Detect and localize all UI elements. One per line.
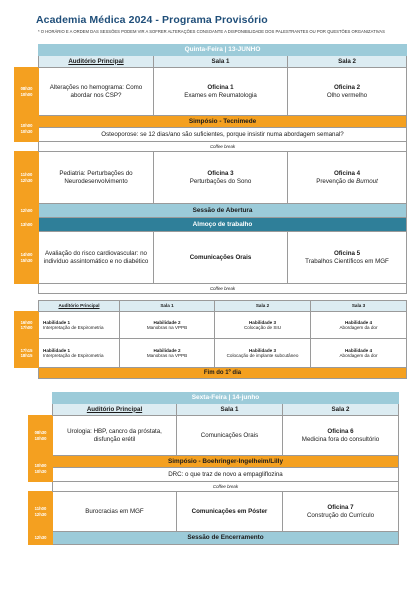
workshop-6: Oficina 6 Medicina fora do consultório <box>283 416 399 456</box>
room-sala-2: Sala 2 <box>288 56 407 68</box>
day2-schedule-table <box>28 392 399 545</box>
workshop-4: Oficina 4 Prevenção de Burnout <box>288 152 407 204</box>
day2-time-slot-2: 10h00 10h30 <box>29 456 53 482</box>
day2-room-sala-1: Sala 1 <box>177 404 283 416</box>
session-burocracias: Burocracias em MGF <box>53 492 177 532</box>
subroom-sala-3: Sala 3 <box>311 301 407 312</box>
skill-4-dor-repeat: Habilidade 4 Abordagem da dor <box>311 339 407 368</box>
skill-4-dor: Habilidade 4 Abordagem da dor <box>311 312 407 339</box>
coffee-break-2: Coffee break <box>39 284 407 294</box>
room-sala-1: Sala 1 <box>154 56 288 68</box>
day1-title: Quinta-Feira | 13-JUNHO <box>39 45 407 56</box>
day2-time-slot-4: 11h00 12h30 <box>29 492 53 532</box>
closing-session: Sessão de Encerramento <box>53 532 399 545</box>
workshop-7: Oficina 7 Construção do Currículo <box>283 492 399 532</box>
day2-room-auditorium: Auditório Principal <box>53 404 177 416</box>
subroom-sala-2: Sala 2 <box>215 301 311 312</box>
time-slot-2: 10h00 10h30 <box>15 116 39 142</box>
skill-3-implante: Habilidade 3 Colocação de implante subcutâneo <box>215 339 311 368</box>
page-title: Academia Médica 2024 - Programa Provisório <box>36 14 268 26</box>
session-drc: DRC: o que traz de novo a empagliflozina <box>53 468 399 482</box>
workshop-1: Oficina 1 Exames em Reumatologia <box>154 68 288 116</box>
day2-time-slot-5: 12h30 <box>29 532 53 545</box>
day1-schedule-table <box>14 44 407 294</box>
room-auditorium: Auditório Principal <box>39 56 154 68</box>
poster-communications: Comunicações em Póster <box>177 492 283 532</box>
skill-1-espirometria-repeat: Habilidade 1 Interpretação de Espirometria <box>39 339 120 368</box>
subroom-sala-1: Sala 1 <box>120 301 215 312</box>
oral-communications-1: Comunicações Orais <box>154 232 288 284</box>
working-lunch: Almoço de trabalho <box>39 218 407 232</box>
skill-1-espirometria: Habilidade 1 Interpretação de Espirometria <box>39 312 120 339</box>
time-slot-5: 12h00 <box>15 204 39 218</box>
session-pediatria: Pediatria: Perturbações do Neurodesenvolvimento <box>39 152 154 204</box>
session-risco-cardiovascular: Avaliação do risco cardiovascular: no indivíduo assintomático e no diabético <box>39 232 154 284</box>
time-slot-1: 08h30 10h00 <box>15 68 39 116</box>
skill-2-vppb: Habilidade 2 Manobras na VPPB <box>120 312 215 339</box>
time-skills-1: 16h00 17h00 <box>15 312 39 339</box>
session-urologia: Urologia: HBP, cancro da próstata, disfunção erétil <box>53 416 177 456</box>
coffee-break-1: Coffee break <box>39 142 407 152</box>
time-slot-7: 14h00 15h30 <box>15 232 39 284</box>
symposium-tecnimede: Simpósio - Tecnimede <box>39 116 407 128</box>
workshop-5: Oficina 5 Trabalhos Científicos em MGF <box>288 232 407 284</box>
opening-session: Sessão de Abertura <box>39 204 407 218</box>
day2-coffee-break: Coffee break <box>53 482 399 492</box>
time-slot-6: 13h00 <box>15 218 39 232</box>
skill-3-siu: Habilidade 3 Colocação de SIU <box>215 312 311 339</box>
day2-time-slot-1: 08h30 10h00 <box>29 416 53 456</box>
time-slot-4: 11h00 12h30 <box>15 152 39 204</box>
skill-2-vppb-repeat: Habilidade 2 Manobras na VPPB <box>120 339 215 368</box>
day2-title: Sexta-Feira | 14-junho <box>53 393 399 404</box>
session-hemograma: Alterações no hemograma: Como abordar nos CSP? <box>39 68 154 116</box>
session-osteoporose: Osteoporose: se 12 dias/ano são suficientes, porque insistir numa abordagem semanal? <box>39 128 407 142</box>
disclaimer-note: * O HORÁRIO E A ORDEM DAS SESSÕES PODEM VIR A SOFRER ALTERAÇÕES CONSOANTE A DISPONIBILIDADE DOS PALESTRANTES OU POR QUESTÕES ORGANIZATIVAS <box>38 29 385 34</box>
symposium-boehringer: Simpósio - Boehringer-Ingelheim/Lilly <box>53 456 399 468</box>
time-skills-2: 17h15 18h15 <box>15 339 39 368</box>
day2-room-sala-2: Sala 2 <box>283 404 399 416</box>
day1-skills-table <box>14 300 407 379</box>
subroom-auditorium: Auditório Principal <box>39 301 120 312</box>
end-of-day-1: Fim do 1º dia <box>39 368 407 379</box>
oral-communications-2: Comunicações Orais <box>177 416 283 456</box>
workshop-3: Oficina 3 Perturbações do Sono <box>154 152 288 204</box>
workshop-2: Oficina 2 Olho vermelho <box>288 68 407 116</box>
